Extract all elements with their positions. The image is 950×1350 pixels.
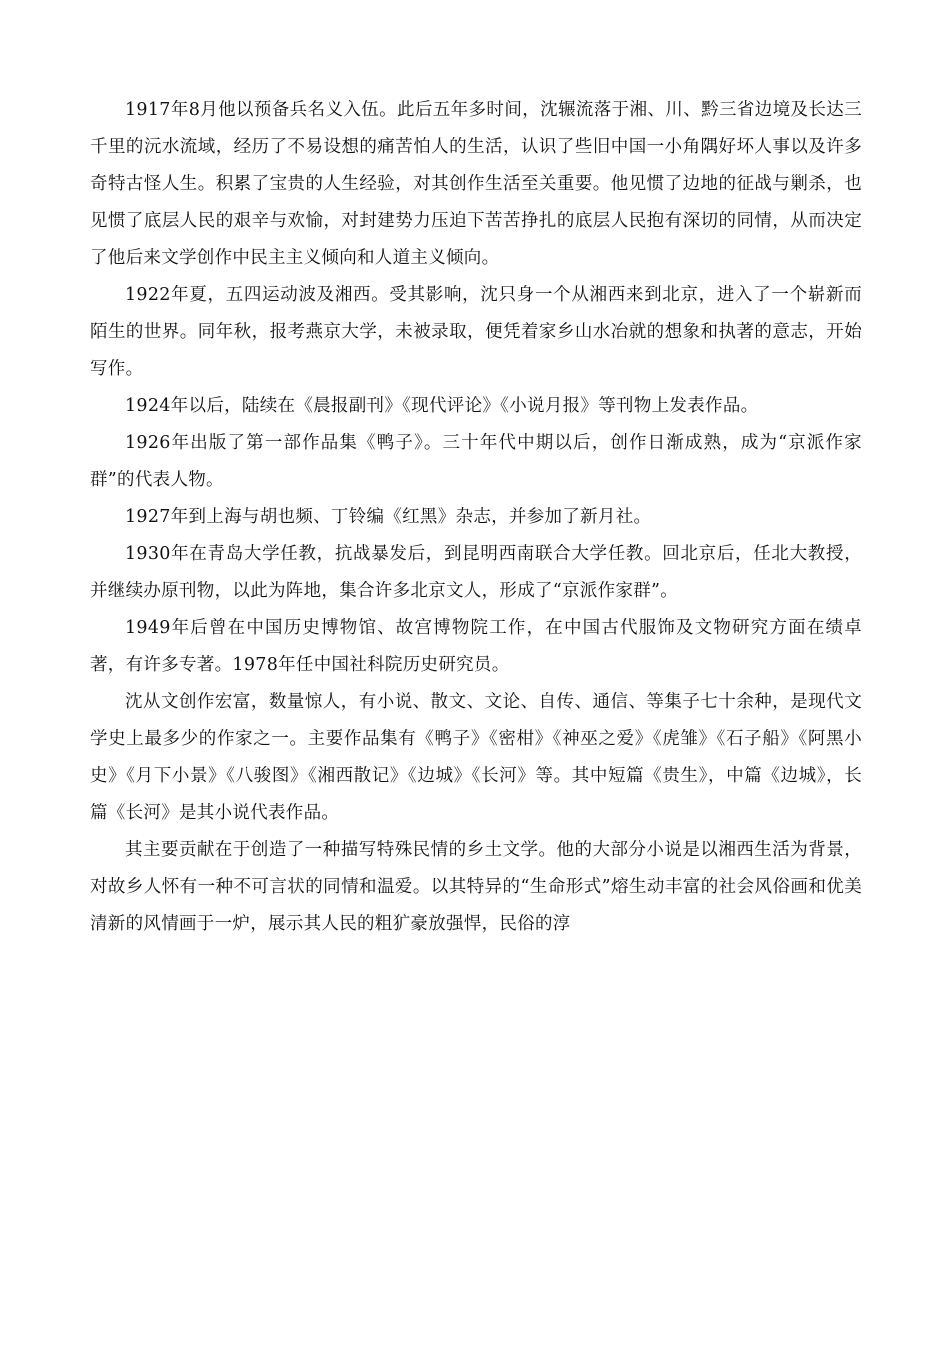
paragraph-1926: 1926年出版了第一部作品集《鸭子》。三十年代中期以后，创作日渐成熟，成为“京派作家群”的代表人物。 xyxy=(90,433,862,490)
paragraph-works: 沈从文创作宏富，数量惊人，有小说、散文、文论、自传、通信、等集子七十余种，是现代文学史上最多少的作家之一。主要作品集有《鸭子》《密柑》《神巫之爱》《虎雏》《石子船》《阿黑小史》《月下小景》《八骏图》《湘西散记》《边城》《长河》等。其中短篇《贵生》，中篇《边城》，长篇《长河》是其小说代表作品。 xyxy=(90,692,862,823)
paragraph-1917: 1917年8月他以预备兵名义入伍。此后五年多时间，沈辗流落于湘、川、黔三省边境及长达三千里的沅水流域，经历了不易设想的痛苦怕人的生活，认识了些旧中国一小角隅好坏人事以及许多奇特古怪人生。积累了宝贵的人生经验，对其创作生活至关重要。他见惯了边地的征战与剿杀，也见惯了底层人民的艰辛与欢愉，对封建势力压迫下苦苦挣扎的底层人民抱有深切的同情，从而决定了他后来文学创作中民主主义倾向和人道主义倾向。 xyxy=(90,100,862,268)
paragraph-contribution: 其主要贡献在于创造了一种描写特殊民情的乡土文学。他的大部分小说是以湘西生活为背景，对故乡人怀有一种不可言状的同情和温爱。以其特异的“生命形式”熔生动丰富的社会风俗画和优美清新的风情画于一炉，展示其人民的粗犷豪放强悍，民俗的淳 xyxy=(90,840,862,934)
paragraph-1927: 1927年到上海与胡也频、丁铃编《红黑》杂志，并参加了新月社。 xyxy=(125,507,652,527)
paragraph-1930: 1930年在青岛大学任教，抗战暴发后，到昆明西南联合大学任教。回北京后，任北大教授，并继续办原刊物，以此为阵地，集合许多北京文人，形成了“京派作家群”。 xyxy=(90,544,862,601)
paragraph-1922: 1922年夏，五四运动波及湘西。受其影响，沈只身一个从湘西来到北京，进入了一个崭新而陌生的世界。同年秋，报考燕京大学，未被录取，便凭着家乡山水冶就的想象和执著的意志，开始写作。 xyxy=(90,285,862,379)
document-body xyxy=(90,92,862,943)
paragraph-1924: 1924年以后，陆续在《晨报副刊》《现代评论》《小说月报》等刊物上发表作品。 xyxy=(125,396,759,416)
paragraph-1949: 1949年后曾在中国历史博物馆、故宫博物院工作，在中国古代服饰及文物研究方面在绩卓著，有许多专著。1978年任中国社科院历史研究员。 xyxy=(90,618,862,675)
